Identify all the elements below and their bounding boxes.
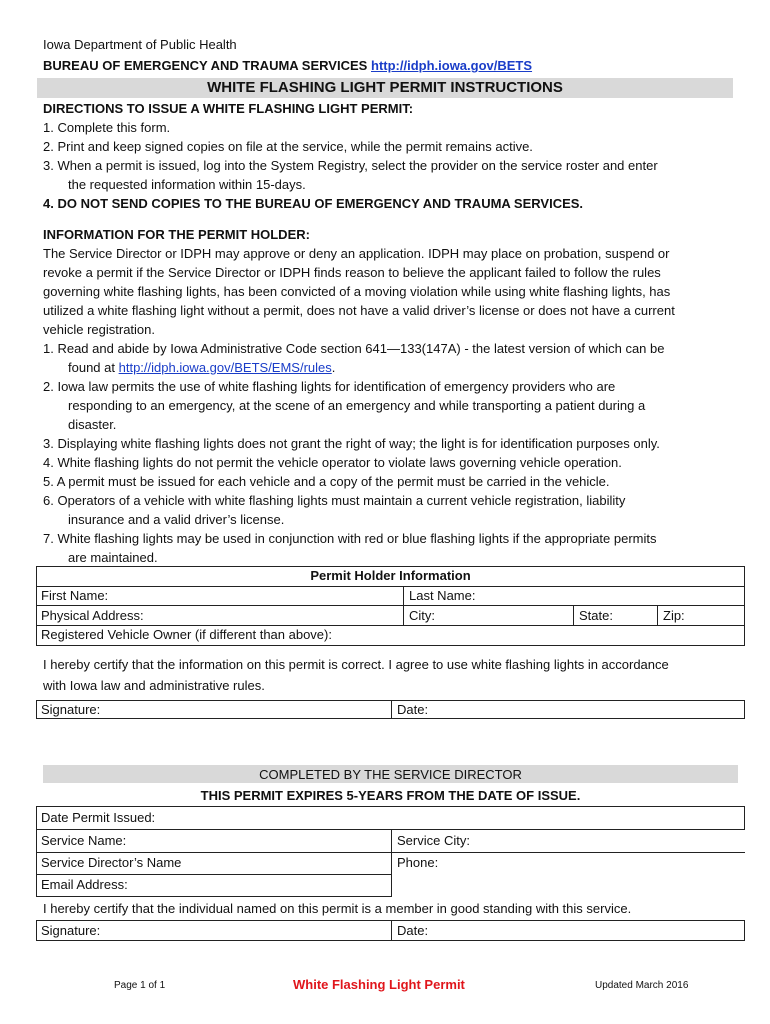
- director-date-field[interactable]: Date:: [397, 923, 429, 938]
- rule-item: insurance and a valid driver’s license.: [68, 512, 285, 527]
- rule-item: responding to an emergency, at the scene of an emergency and while transporting a patient during a: [68, 398, 646, 413]
- holder-date-field[interactable]: Date:: [397, 702, 429, 717]
- rule-item: 6. Operators of a vehicle with white flashing lights must maintain a current vehicle registration, liability: [43, 493, 626, 508]
- director-band-label: COMPLETED BY THE SERVICE DIRECTOR: [259, 767, 522, 782]
- rule-item: 7. White flashing lights may be used in conjunction with red or blue flashing lights if the appropriate permits: [43, 531, 657, 546]
- direction-item: 4. DO NOT SEND COPIES TO THE BUREAU OF EMERGENCY AND TRAUMA SERVICES.: [43, 196, 584, 211]
- holder-certify-line: with Iowa law and administrative rules.: [43, 678, 265, 693]
- updated-date: Updated March 2016: [595, 980, 689, 991]
- first-name-field[interactable]: First Name:: [41, 588, 109, 603]
- direction-item: 1. Complete this form.: [43, 120, 171, 135]
- city-field[interactable]: City:: [409, 608, 435, 623]
- agency-name: Iowa Department of Public Health: [43, 37, 237, 52]
- date-issued-field[interactable]: Date Permit Issued:: [41, 810, 156, 825]
- director-name-field[interactable]: Service Director’s Name: [41, 855, 182, 870]
- info-paragraph-line: governing white flashing lights, has been convicted of a moving violation while using white flashing lights, has: [43, 284, 671, 299]
- rule-item-suffix: .: [331, 360, 336, 375]
- bureau-name: BUREAU OF EMERGENCY AND TRAUMA SERVICES: [43, 58, 368, 73]
- direction-item: 2. Print and keep signed copies on file at the service, while the permit remains active.: [43, 139, 533, 154]
- info-paragraph-line: The Service Director or IDPH may approve or deny an application. IDPH may place on probation, suspend or: [43, 246, 670, 261]
- phone-field[interactable]: Phone:: [397, 855, 439, 870]
- bets-link[interactable]: http://idph.iowa.gov/BETS: [371, 58, 533, 73]
- info-paragraph-line: utilized a white flashing light without a permit, does not have a valid driver’s license or does not have a current: [43, 303, 675, 318]
- permit-holder-title: Permit Holder Information: [310, 568, 471, 583]
- service-name-field[interactable]: Service Name:: [41, 833, 127, 848]
- rule-item: 5. A permit must be issued for each vehicle and a copy of the permit must be carried in the vehicle.: [43, 474, 610, 489]
- rule-item: are maintained.: [68, 550, 158, 565]
- directions-heading: DIRECTIONS TO ISSUE A WHITE FLASHING LIGHT PERMIT:: [43, 101, 414, 116]
- director-signature-field[interactable]: Signature:: [41, 923, 101, 938]
- rules-link[interactable]: http://idph.iowa.gov/BETS/EMS/rules: [118, 360, 332, 375]
- page-number: Page 1 of 1: [114, 980, 166, 991]
- service-city-field[interactable]: Service City:: [397, 833, 470, 848]
- rule-item: 1. Read and abide by Iowa Administrative Code section 641—133(147A) - the latest version of which can be: [43, 341, 665, 356]
- direction-item: 3. When a permit is issued, log into the System Registry, select the provider on the service roster and enter: [43, 158, 658, 173]
- zip-field[interactable]: Zip:: [663, 608, 685, 623]
- last-name-field[interactable]: Last Name:: [409, 588, 476, 603]
- rule-item: 2. Iowa law permits the use of white flashing lights for identification of emergency providers who are: [43, 379, 616, 394]
- rule-item: disaster.: [68, 417, 117, 432]
- info-paragraph-line: revoke a permit if the Service Director or IDPH finds reason to believe the applicant failed to follow the rules: [43, 265, 661, 280]
- permit-expiration: THIS PERMIT EXPIRES 5-YEARS FROM THE DATE OF ISSUE.: [200, 788, 581, 803]
- holder-certify-line: I hereby certify that the information on this permit is correct. I agree to use white flashing lights in accordance: [43, 657, 669, 672]
- info-heading: INFORMATION FOR THE PERMIT HOLDER:: [43, 227, 310, 242]
- rule-item-prefix: found at: [68, 360, 119, 375]
- rule-item-link-line: [68, 360, 335, 375]
- holder-signature-field[interactable]: Signature:: [41, 702, 101, 717]
- vehicle-owner-field[interactable]: Registered Vehicle Owner (if different than above):: [41, 627, 332, 642]
- director-certify: I hereby certify that the individual named on this permit is a member in good standing with this service.: [43, 901, 632, 916]
- info-paragraph-line: vehicle registration.: [43, 322, 155, 337]
- page-title: WHITE FLASHING LIGHT PERMIT INSTRUCTIONS: [207, 79, 563, 96]
- direction-item: the requested information within 15-days.: [68, 177, 306, 192]
- rule-item: 3. Displaying white flashing lights does not grant the right of way; the light is for identification purposes only.: [43, 436, 660, 451]
- footer-title: White Flashing Light Permit: [293, 977, 465, 992]
- physical-address-field[interactable]: Physical Address:: [41, 608, 144, 623]
- email-field[interactable]: Email Address:: [41, 877, 128, 892]
- rule-item: 4. White flashing lights do not permit the vehicle operator to violate laws governing vehicle operation.: [43, 455, 622, 470]
- state-field[interactable]: State:: [579, 608, 613, 623]
